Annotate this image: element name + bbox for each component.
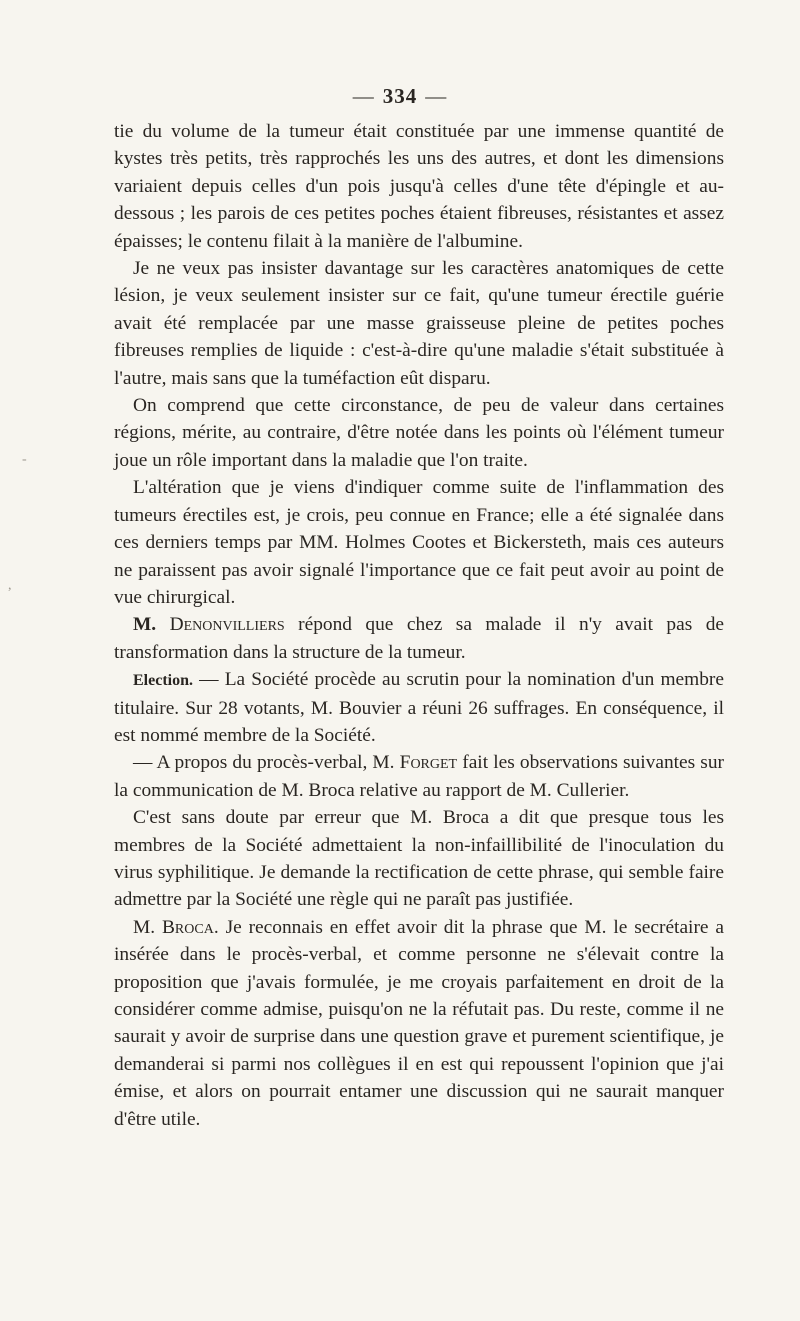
paragraph-6: Election. — La Société procède au scrutin pour la nomination d'un membre titulaire. Sur 28 votants, M. Bouvier a réuni 26 suffrages. En conséquence, il est nommé membre de la Société. (114, 669, 724, 746)
folio-dash-left: — (352, 84, 375, 108)
page-number (0, 84, 800, 109)
paragraph-8: C'est sans doute par erreur que M. Broca a dit que presque tous les membres de la Société admettaient la non-infaillibilité de l'inoculation du virus syphilitique. Je demande la rectification de cette phrase, qui semble faire admettre par la Société une règle qui ne paraît pas justifiée. (114, 807, 724, 911)
folio-dash-right: — (425, 84, 448, 108)
speaker-name: Forget (399, 752, 458, 774)
paragraph-5: M. Denonvilliers répond que chez sa malade il n'y avait pas de transformation dans la structure de la tumeur. (114, 614, 725, 663)
speaker-name: Broca (161, 916, 214, 938)
margin-speck: , (8, 578, 12, 593)
paragraph-1: tie du volume de la tumeur était constituée par une immense quantité de kystes très petits, très rapprochés les uns des autres, et dont les dimensions variaient depuis celles d'un pois jusqu'à celles d'une tête d'épingle et au-dessous ; les parois de ces petites poches étaient fibreuses, résistantes et assez épaisses; le contenu filait à la manière de l'albumine. (114, 121, 724, 252)
paragraph-3: On comprend que cette circonstance, de peu de valeur dans certaines régions, mérite, au contraire, d'être notée dans les points où l'élément tumeur joue un rôle important dans la maladie que l'on traite. (114, 395, 724, 471)
paragraph-7: — A propos du procès-verbal, M. Forget fait les observations suivantes sur la communication de M. Broca relative au rapport de M. Cullerier. (114, 752, 725, 801)
folio-number: 334 (382, 84, 418, 108)
speaker-name: Denonvilliers (169, 614, 285, 636)
margin-speck: - (22, 452, 27, 467)
paragraph-4: L'altération que je viens d'indiquer comme suite de l'inflammation des tumeurs érectiles est, je crois, peu connue en France; elle a été signalée dans ces derniers temps par MM. Holmes Cootes et Bickersteth, mais ces auteurs ne paraissent pas avoir signalé l'importance que ce fait peut avoir au point de vue chirurgical. (114, 477, 724, 608)
paragraph-2: Je ne veux pas insister davantage sur les caractères anatomiques de cette lésion, je veux seulement insister sur ce fait, qu'une tumeur érectile guérie avait été remplacée par une masse graisseuse pleine de petites poches fibreuses remplies de liquide : c'est-à-dire qu'une maladie s'était substituée à l'autre, mais sans que la tuméfaction eût disparu. (114, 258, 724, 389)
body-text (114, 118, 724, 1133)
paragraph-9: M. Broca. Je reconnais en effet avoir dit la phrase que M. le secrétaire a insérée dans le procès-verbal, et comme personne ne s'élevait contre la proposition que j'avais formulée, je me croyais parfaitement en droit de la considérer comme admise, puisqu'on ne la réfutait pas. Du reste, comme il ne saurait y avoir de surprise dans une question grave et purement scientifique, je demanderai si parmi nos collègues il en est qui repoussent l'opinion que j'ai émise, et alors on pourrait entamer une discussion qui ne saurait manquer d'être utile. (114, 916, 724, 1130)
section-lead: Election. (133, 672, 193, 690)
